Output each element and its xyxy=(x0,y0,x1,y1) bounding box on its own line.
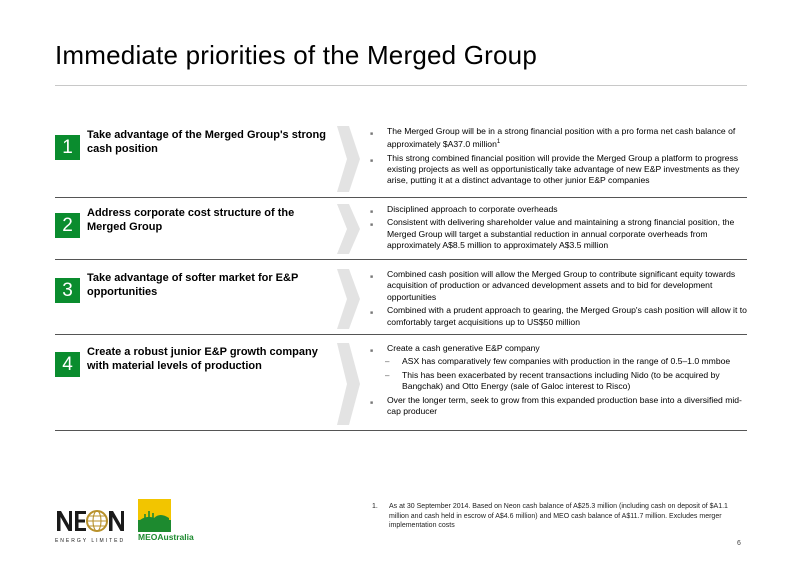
footnote-reference: 1 xyxy=(496,139,501,146)
row-divider xyxy=(55,430,747,431)
sub-bullet-item xyxy=(370,370,748,393)
chevron-right-icon xyxy=(337,202,361,256)
row-divider xyxy=(55,334,747,335)
meo-wordmark: MEOAustralia xyxy=(138,532,194,542)
square-bullet-icon: ■ xyxy=(370,310,374,317)
priority-row xyxy=(55,341,747,431)
priority-number: 1 xyxy=(55,135,80,160)
bullet-text: The Merged Group will be in a strong financial position with a pro forma net cash balance of approximately $A37.0 million xyxy=(387,126,736,150)
neon-tagline: ENERGY LIMITED xyxy=(55,538,125,544)
page-number: 6 xyxy=(737,540,741,547)
priority-heading: Address corporate cost structure of the Merged Group xyxy=(87,207,295,233)
bullet-text: Disciplined approach to corporate overheads xyxy=(387,204,558,214)
priority-heading: Create a robust junior E&P growth company with material levels of production xyxy=(87,346,318,372)
bullet-item xyxy=(370,343,748,354)
title-divider xyxy=(55,85,747,86)
bullet-item xyxy=(370,269,748,303)
priority-row xyxy=(55,202,747,260)
row-divider xyxy=(55,197,747,198)
footnote-number: 1. xyxy=(372,503,378,510)
priority-heading: Take advantage of the Merged Group's strong cash position xyxy=(87,129,326,155)
square-bullet-icon: ■ xyxy=(370,274,374,280)
neon-energy-logo xyxy=(55,505,125,545)
priority-number: 3 xyxy=(55,278,80,303)
bullet-text: This has been exacerbated by recent transactions including Nido (to be acquired by Bangchak) and Otto Energy (sale of Galoc interest to Risco) xyxy=(402,369,720,392)
footnote-text: As at 30 September 2014. Based on Neon cash balance of A$25.3 million (including cash on deposit of $A1.1 million and cash held in escrow of A$4.6 million) and MEO cash balance of A$11.7 million. Excludes merger implementation costs xyxy=(389,503,728,529)
square-bullet-icon: ■ xyxy=(370,222,374,229)
bullet-item xyxy=(370,395,748,418)
bullet-item xyxy=(370,153,748,187)
bullet-list xyxy=(370,204,748,254)
bullet-item xyxy=(370,204,748,215)
bullet-list xyxy=(370,269,748,330)
bullet-list xyxy=(370,126,748,189)
dash-bullet-icon: – xyxy=(385,370,390,380)
chevron-right-icon xyxy=(337,341,361,427)
priority-number: 4 xyxy=(55,352,80,377)
square-bullet-icon: ■ xyxy=(370,399,374,406)
bullet-text: Create a cash generative E&P company xyxy=(387,343,540,353)
square-bullet-icon: ■ xyxy=(370,157,374,164)
square-bullet-icon: ■ xyxy=(370,348,374,354)
chevron-right-icon xyxy=(337,124,361,194)
priority-heading: Take advantage of softer market for E&P opportunities xyxy=(87,272,299,298)
bullet-text: Combined cash position will allow the Merged Group to contribute significant equity towards acquisition of production or advanced development assets and to bid for development opportunities xyxy=(387,269,736,302)
bullet-item xyxy=(370,217,748,251)
bullet-text: This strong combined financial position will provide the Merged Group a platform to progress existing projects as well as opportunistically take advantage of new E&P investments as they arise, putting it at a distinct advantage to other junior E&P companies xyxy=(387,152,740,186)
bullet-item xyxy=(370,126,748,151)
dash-bullet-icon: – xyxy=(385,357,390,367)
sub-bullet-item xyxy=(370,356,748,367)
meo-australia-logo xyxy=(137,498,202,543)
row-divider xyxy=(55,259,747,260)
bullet-item xyxy=(370,305,748,328)
chevron-right-icon xyxy=(337,267,361,331)
bullet-text: Over the longer term, seek to grow from this expanded production base into a diversified mid-cap producer xyxy=(387,394,742,417)
square-bullet-icon: ■ xyxy=(370,131,374,137)
priority-row xyxy=(55,267,747,335)
bullet-text: Consistent with delivering shareholder value and maintaining a strong financial position, the Merged Group will target a substantial reduction in annual corporate overheads from approximately A$8.5 million to approximately A$3.5 million xyxy=(387,217,735,251)
square-bullet-icon: ■ xyxy=(370,209,374,215)
bullet-list xyxy=(370,343,748,419)
page-title: Immediate priorities of the Merged Group xyxy=(55,40,537,70)
priority-number: 2 xyxy=(55,213,80,238)
bullet-text: Combined with a prudent approach to gearing, the Merged Group's cash position will allow it to comfortably target acquisitions up to US$50 million xyxy=(387,305,747,327)
priority-row xyxy=(55,124,747,198)
bullet-text: ASX has comparatively few companies with production in the range of 0.5–1.0 mmboe xyxy=(402,356,731,367)
